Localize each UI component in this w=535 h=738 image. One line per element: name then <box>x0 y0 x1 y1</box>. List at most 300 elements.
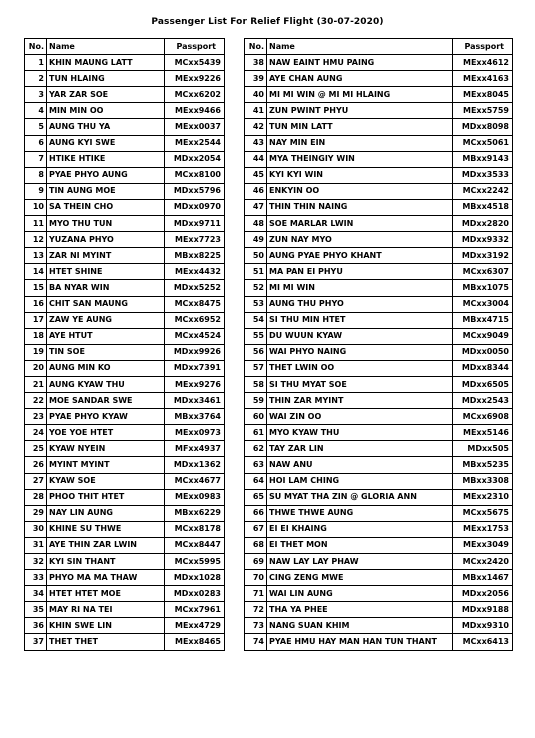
passenger-number: 31 <box>25 537 47 553</box>
passenger-passport: MBxx6229 <box>165 505 225 521</box>
table-row <box>245 328 513 344</box>
passenger-passport: MCxx8447 <box>165 537 225 553</box>
table-row <box>25 167 225 183</box>
passenger-name: MYA THEINGIY WIN <box>267 151 453 167</box>
table-row <box>245 570 513 586</box>
passenger-name: NAW EAINT HMU PAING <box>267 55 453 71</box>
passenger-number: 1 <box>25 55 47 71</box>
passenger-passport: MCxx8100 <box>165 167 225 183</box>
passenger-passport: MDxx3192 <box>453 248 513 264</box>
passenger-name: WAI LIN AUNG <box>267 586 453 602</box>
table-row <box>25 570 225 586</box>
passenger-passport: MDxx7391 <box>165 360 225 376</box>
passenger-number: 14 <box>25 264 47 280</box>
passenger-passport: MExx4163 <box>453 71 513 87</box>
passenger-number: 6 <box>25 135 47 151</box>
passenger-name: HTET HTET MOE <box>47 586 165 602</box>
passenger-table-right <box>244 38 513 651</box>
passenger-number: 9 <box>25 183 47 199</box>
passenger-number: 66 <box>245 505 267 521</box>
passenger-number: 36 <box>25 618 47 634</box>
passenger-passport: MDxx0050 <box>453 344 513 360</box>
table-row <box>245 312 513 328</box>
passenger-name: MOE SANDAR SWE <box>47 393 165 409</box>
passenger-name: MI MI WIN @ MI MI HLAING <box>267 87 453 103</box>
table-row <box>25 360 225 376</box>
passenger-passport: MDxx1362 <box>165 457 225 473</box>
passenger-name: TIN SOE <box>47 344 165 360</box>
passenger-number: 11 <box>25 216 47 232</box>
table-row <box>25 344 225 360</box>
passenger-name: SA THEIN CHO <box>47 199 165 215</box>
passenger-name: KYI SIN THANT <box>47 554 165 570</box>
passenger-name: PHOO THIT HTET <box>47 489 165 505</box>
passenger-name: BA NYAR WIN <box>47 280 165 296</box>
table-row <box>245 554 513 570</box>
page-title: Passenger List For Relief Flight (30-07-2020) <box>151 17 384 27</box>
passenger-name: ZAR NI MYINT <box>47 248 165 264</box>
passenger-number: 8 <box>25 167 47 183</box>
passenger-passport: MDxx9332 <box>453 232 513 248</box>
passenger-passport: MCxx5061 <box>453 135 513 151</box>
passenger-passport: MCxx2420 <box>453 554 513 570</box>
table-row <box>245 87 513 103</box>
passenger-passport: MCxx8475 <box>165 296 225 312</box>
passenger-number: 44 <box>245 151 267 167</box>
passenger-number: 61 <box>245 425 267 441</box>
passenger-number: 71 <box>245 586 267 602</box>
passenger-passport: MDxx9310 <box>453 618 513 634</box>
table-row <box>245 232 513 248</box>
passenger-name: AUNG PYAE PHYO KHANT <box>267 248 453 264</box>
passenger-number: 48 <box>245 216 267 232</box>
table-row <box>25 103 225 119</box>
passenger-passport: MCxx5439 <box>165 55 225 71</box>
passenger-passport: MCxx5995 <box>165 554 225 570</box>
passenger-number: 67 <box>245 521 267 537</box>
table-body-right <box>245 55 513 650</box>
passenger-number: 53 <box>245 296 267 312</box>
passenger-passport: MDxx6505 <box>453 376 513 392</box>
table-row <box>25 602 225 618</box>
passenger-number: 68 <box>245 537 267 553</box>
table-row <box>245 71 513 87</box>
passenger-number: 25 <box>25 441 47 457</box>
passenger-name: THWE THWE AUNG <box>267 505 453 521</box>
passenger-passport: MCxx6413 <box>453 634 513 650</box>
table-row <box>25 135 225 151</box>
passenger-passport: MDxx8344 <box>453 360 513 376</box>
column-header-name: Name <box>267 39 453 55</box>
passenger-name: HOI LAM CHING <box>267 473 453 489</box>
passenger-passport: MFxx4937 <box>165 441 225 457</box>
table-row <box>25 216 225 232</box>
passenger-name: NAY MIN EIN <box>267 135 453 151</box>
column-header-passport: Passport <box>453 39 513 55</box>
passenger-passport: MExx5146 <box>453 425 513 441</box>
passenger-passport: MBxx3764 <box>165 409 225 425</box>
passenger-number: 3 <box>25 87 47 103</box>
passenger-name: MAY RI NA TEI <box>47 602 165 618</box>
passenger-number: 13 <box>25 248 47 264</box>
passenger-passport: MExx8465 <box>165 634 225 650</box>
passenger-passport: MCxx6952 <box>165 312 225 328</box>
passenger-table-left <box>24 38 225 651</box>
passenger-number: 58 <box>245 376 267 392</box>
table-body-left <box>25 55 225 650</box>
table-row <box>245 586 513 602</box>
passenger-passport: MCxx6202 <box>165 87 225 103</box>
table-row <box>245 103 513 119</box>
passenger-number: 51 <box>245 264 267 280</box>
passenger-number: 23 <box>25 409 47 425</box>
table-row <box>25 248 225 264</box>
table-row <box>25 151 225 167</box>
passenger-passport: MCxx2242 <box>453 183 513 199</box>
table-row <box>25 87 225 103</box>
passenger-passport: MExx7723 <box>165 232 225 248</box>
passenger-name: MYO KYAW THU <box>267 425 453 441</box>
passenger-name: PHYO MA MA THAW <box>47 570 165 586</box>
passenger-number: 64 <box>245 473 267 489</box>
table-row <box>245 264 513 280</box>
passenger-name: NAW ANU <box>267 457 453 473</box>
table-row <box>25 489 225 505</box>
passenger-passport: MBxx1467 <box>453 570 513 586</box>
table-row <box>25 183 225 199</box>
passenger-number: 62 <box>245 441 267 457</box>
passenger-name: THET THET <box>47 634 165 650</box>
passenger-name: AUNG THU YA <box>47 119 165 135</box>
table-row <box>245 151 513 167</box>
table-row <box>245 634 513 650</box>
passenger-number: 65 <box>245 489 267 505</box>
passenger-number: 15 <box>25 280 47 296</box>
passenger-name: TIN AUNG MOE <box>47 183 165 199</box>
passenger-name: AYE THIN ZAR LWIN <box>47 537 165 553</box>
passenger-name: DU WUUN KYAW <box>267 328 453 344</box>
passenger-number: 49 <box>245 232 267 248</box>
passenger-number: 5 <box>25 119 47 135</box>
passenger-name: THA YA PHEE <box>267 602 453 618</box>
passenger-number: 40 <box>245 87 267 103</box>
table-row <box>245 489 513 505</box>
table-row <box>25 55 225 71</box>
passenger-passport: MCxx3004 <box>453 296 513 312</box>
passenger-passport: MDxx9711 <box>165 216 225 232</box>
passenger-name: AUNG MIN KO <box>47 360 165 376</box>
passenger-name: KHINE SU THWE <box>47 521 165 537</box>
passenger-passport: MBxx1075 <box>453 280 513 296</box>
table-row <box>245 409 513 425</box>
table-row <box>245 393 513 409</box>
column-header-passport: Passport <box>165 39 225 55</box>
passenger-number: 57 <box>245 360 267 376</box>
passenger-name: HTIKE HTIKE <box>47 151 165 167</box>
passenger-passport: MDxx2820 <box>453 216 513 232</box>
passenger-name: PYAE HMU HAY MAN HAN TUN THANT <box>267 634 453 650</box>
passenger-passport: MDxx0970 <box>165 199 225 215</box>
passenger-name: EI THET MON <box>267 537 453 553</box>
table-row <box>245 457 513 473</box>
passenger-passport: MExx8045 <box>453 87 513 103</box>
table-row <box>25 328 225 344</box>
table-row <box>25 199 225 215</box>
table-row <box>25 505 225 521</box>
table-row <box>25 521 225 537</box>
passenger-name: CING ZENG MWE <box>267 570 453 586</box>
passenger-number: 29 <box>25 505 47 521</box>
table-row <box>25 393 225 409</box>
passenger-passport: MCxx6307 <box>453 264 513 280</box>
passenger-number: 41 <box>245 103 267 119</box>
passenger-passport: MDxx3533 <box>453 167 513 183</box>
passenger-name: KHIN SWE LIN <box>47 618 165 634</box>
table-row <box>25 537 225 553</box>
table-row <box>25 473 225 489</box>
table-row <box>245 167 513 183</box>
passenger-name: MYINT MYINT <box>47 457 165 473</box>
passenger-number: 17 <box>25 312 47 328</box>
passenger-passport: MDxx5796 <box>165 183 225 199</box>
passenger-number: 19 <box>25 344 47 360</box>
column-header-no: No. <box>245 39 267 55</box>
table-row <box>25 264 225 280</box>
table-row <box>245 248 513 264</box>
passenger-passport: MExx9276 <box>165 376 225 392</box>
table-row <box>245 618 513 634</box>
passenger-name: MIN MIN OO <box>47 103 165 119</box>
table-row <box>245 537 513 553</box>
passenger-number: 70 <box>245 570 267 586</box>
passenger-passport: MDxx9188 <box>453 602 513 618</box>
passenger-name: HTET SHINE <box>47 264 165 280</box>
passenger-number: 27 <box>25 473 47 489</box>
passenger-number: 24 <box>25 425 47 441</box>
table-row <box>245 183 513 199</box>
table-row <box>245 296 513 312</box>
passenger-name: PYAE PHYO KYAW <box>47 409 165 425</box>
passenger-number: 46 <box>245 183 267 199</box>
passenger-name: KYI KYI WIN <box>267 167 453 183</box>
table-row <box>25 71 225 87</box>
table-row <box>25 457 225 473</box>
passenger-number: 47 <box>245 199 267 215</box>
table-row <box>25 232 225 248</box>
passenger-number: 38 <box>245 55 267 71</box>
passenger-name: YUZANA PHYO <box>47 232 165 248</box>
table-row <box>245 360 513 376</box>
passenger-number: 34 <box>25 586 47 602</box>
passenger-name: NAY LIN AUNG <box>47 505 165 521</box>
passenger-name: AUNG KYI SWE <box>47 135 165 151</box>
table-row <box>245 602 513 618</box>
passenger-number: 33 <box>25 570 47 586</box>
table-row <box>245 521 513 537</box>
passenger-name: THIN THIN NAING <box>267 199 453 215</box>
passenger-passport: MDxx8098 <box>453 119 513 135</box>
table-row <box>25 409 225 425</box>
passenger-number: 22 <box>25 393 47 409</box>
passenger-number: 74 <box>245 634 267 650</box>
passenger-passport: MCxx6908 <box>453 409 513 425</box>
table-header-row <box>25 39 225 55</box>
passenger-name: SOE MARLAR LWIN <box>267 216 453 232</box>
passenger-passport: MExx5759 <box>453 103 513 119</box>
passenger-passport: MCxx4524 <box>165 328 225 344</box>
passenger-passport: MDxx9926 <box>165 344 225 360</box>
passenger-passport: MExx2310 <box>453 489 513 505</box>
table-row <box>245 119 513 135</box>
table-row <box>25 312 225 328</box>
passenger-passport: MBxx9143 <box>453 151 513 167</box>
passenger-name: THIN ZAR MYINT <box>267 393 453 409</box>
passenger-name: THET LWIN OO <box>267 360 453 376</box>
passenger-name: TUN HLAING <box>47 71 165 87</box>
passenger-name: MYO THU TUN <box>47 216 165 232</box>
passenger-number: 10 <box>25 199 47 215</box>
passenger-name: WAI PHYO NAING <box>267 344 453 360</box>
passenger-passport: MExx4612 <box>453 55 513 71</box>
passenger-name: NANG SUAN KHIM <box>267 618 453 634</box>
passenger-passport: MCxx7961 <box>165 602 225 618</box>
passenger-passport: MExx4432 <box>165 264 225 280</box>
passenger-passport: MDxx5252 <box>165 280 225 296</box>
passenger-number: 4 <box>25 103 47 119</box>
table-row <box>245 505 513 521</box>
passenger-number: 7 <box>25 151 47 167</box>
passenger-number: 21 <box>25 376 47 392</box>
table-header-row <box>245 39 513 55</box>
passenger-number: 12 <box>25 232 47 248</box>
table-row <box>25 280 225 296</box>
table-row <box>25 425 225 441</box>
table-row <box>245 55 513 71</box>
passenger-name: AYE CHAN AUNG <box>267 71 453 87</box>
passenger-name: ENKYIN OO <box>267 183 453 199</box>
passenger-name: SI THU MYAT SOE <box>267 376 453 392</box>
passenger-number: 54 <box>245 312 267 328</box>
column-header-name: Name <box>47 39 165 55</box>
passenger-name: SU MYAT THA ZIN @ GLORIA ANN <box>267 489 453 505</box>
passenger-name: CHIT SAN MAUNG <box>47 296 165 312</box>
passenger-number: 42 <box>245 119 267 135</box>
table-row <box>25 119 225 135</box>
passenger-number: 35 <box>25 602 47 618</box>
passenger-name: ZUN NAY MYO <box>267 232 453 248</box>
table-row <box>245 280 513 296</box>
passenger-number: 28 <box>25 489 47 505</box>
passenger-number: 37 <box>25 634 47 650</box>
passenger-name: ZUN PWINT PHYU <box>267 103 453 119</box>
passenger-passport: MCxx4677 <box>165 473 225 489</box>
passenger-number: 52 <box>245 280 267 296</box>
table-row <box>25 376 225 392</box>
table-row <box>25 554 225 570</box>
table-row <box>245 473 513 489</box>
table-row <box>245 425 513 441</box>
table-row <box>245 216 513 232</box>
passenger-passport: MExx0037 <box>165 119 225 135</box>
table-row <box>245 441 513 457</box>
passenger-name: YAR ZAR SOE <box>47 87 165 103</box>
passenger-number: 55 <box>245 328 267 344</box>
passenger-passport: MDxx2056 <box>453 586 513 602</box>
passenger-number: 16 <box>25 296 47 312</box>
passenger-passport: MExx3049 <box>453 537 513 553</box>
passenger-number: 60 <box>245 409 267 425</box>
passenger-passport: MExx9466 <box>165 103 225 119</box>
passenger-name: MA PAN EI PHYU <box>267 264 453 280</box>
passenger-passport: MExx0973 <box>165 425 225 441</box>
passenger-name: MI MI WIN <box>267 280 453 296</box>
passenger-number: 50 <box>245 248 267 264</box>
passenger-name: NAW LAY LAY PHAW <box>267 554 453 570</box>
passenger-passport: MDxx2054 <box>165 151 225 167</box>
passenger-passport: MCxx5675 <box>453 505 513 521</box>
passenger-number: 69 <box>245 554 267 570</box>
table-row <box>245 199 513 215</box>
table-row <box>245 135 513 151</box>
passenger-passport: MExx2544 <box>165 135 225 151</box>
passenger-number: 43 <box>245 135 267 151</box>
passenger-name: TAY ZAR LIN <box>267 441 453 457</box>
passenger-name: KYAW SOE <box>47 473 165 489</box>
passenger-number: 56 <box>245 344 267 360</box>
column-header-no: No. <box>25 39 47 55</box>
passenger-passport: MDxx1028 <box>165 570 225 586</box>
table-row <box>245 344 513 360</box>
passenger-name: KYAW NYEIN <box>47 441 165 457</box>
passenger-passport: MBxx8225 <box>165 248 225 264</box>
passenger-name: TUN MIN LATT <box>267 119 453 135</box>
passenger-passport: MDxx2543 <box>453 393 513 409</box>
passenger-name: ZAW YE AUNG <box>47 312 165 328</box>
passenger-number: 59 <box>245 393 267 409</box>
passenger-name: WAI ZIN OO <box>267 409 453 425</box>
passenger-passport: MExx9226 <box>165 71 225 87</box>
passenger-passport: MBxx5235 <box>453 457 513 473</box>
passenger-passport: MExx1753 <box>453 521 513 537</box>
passenger-passport: MBxx4518 <box>453 199 513 215</box>
passenger-number: 32 <box>25 554 47 570</box>
passenger-passport: MDxx3461 <box>165 393 225 409</box>
passenger-name: PYAE PHYO AUNG <box>47 167 165 183</box>
passenger-name: AYE HTUT <box>47 328 165 344</box>
passenger-number: 20 <box>25 360 47 376</box>
passenger-name: EI EI KHAING <box>267 521 453 537</box>
passenger-name: KHIN MAUNG LATT <box>47 55 165 71</box>
passenger-number: 18 <box>25 328 47 344</box>
table-row <box>25 586 225 602</box>
table-row <box>25 634 225 650</box>
passenger-passport: MCxx9049 <box>453 328 513 344</box>
passenger-number: 72 <box>245 602 267 618</box>
table-row <box>25 618 225 634</box>
passenger-number: 73 <box>245 618 267 634</box>
passenger-passport: MDxx505 <box>453 441 513 457</box>
passenger-passport: MBxx3308 <box>453 473 513 489</box>
table-row <box>25 296 225 312</box>
table-row <box>25 441 225 457</box>
passenger-passport: MCxx8178 <box>165 521 225 537</box>
passenger-name: AUNG THU PHYO <box>267 296 453 312</box>
passenger-name: SI THU MIN HTET <box>267 312 453 328</box>
passenger-number: 45 <box>245 167 267 183</box>
passenger-passport: MExx4729 <box>165 618 225 634</box>
passenger-number: 2 <box>25 71 47 87</box>
passenger-name: YOE YOE HTET <box>47 425 165 441</box>
